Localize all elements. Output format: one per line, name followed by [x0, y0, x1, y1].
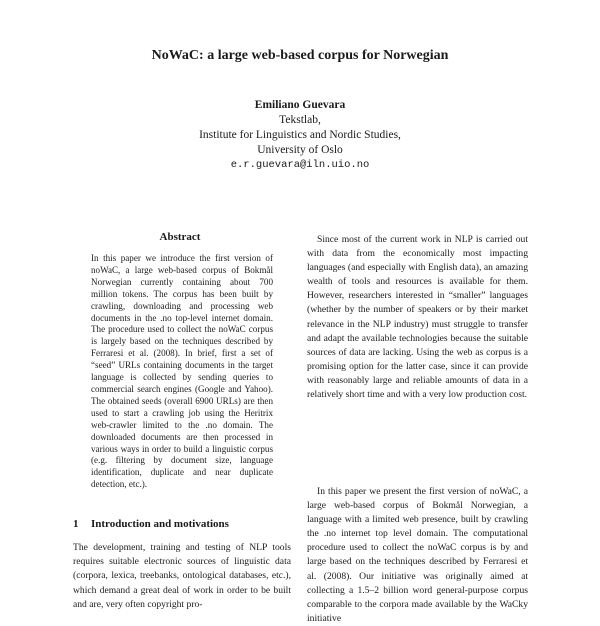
paper-title: NoWaC: a large web-based corpus for Norwegian	[151, 48, 449, 63]
author-affiliation-3: University of Oslo	[257, 144, 343, 156]
section-1-title: Introduction and motivations	[91, 518, 229, 530]
right-column-paragraph-2: In this paper we present the first version of noWaC, a large web-based corpus of Bokmål Norwegian, a language with a limited web presence, built by crawling the .no internet top level domain. The computational procedure used to collect the noWaC corpus is by and large based on the techniques described by Ferraresi et al. (2008). Our initiative was originally aimed at collecting a 1.5–2 billion word general-purpose corpus comparable to the corpora made available by the WaCky initiative	[307, 486, 528, 624]
right-column-paragraph-1: Since most of the current work in NLP is carried out with data from the economically most impacting languages (and especially with English data), an amazing wealth of tools and resources is available for them. However, researchers interested in “smaller” languages (whether by the number of speakers or by their market relevance in the NLP industry) must struggle to transfer and adapt the available technologies because the suitable sources of data are lacking. Using the web as corpus is a promising option for the latter case, since it can provide with reasonably large and reliable amounts of data in a relatively short time and with a very low production cost.	[307, 234, 528, 401]
abstract-text: In this paper we introduce the first version of noWaC, a large web-based corpus of Bokmål Norwegian currently containing about 700 million tokens. The corpus has been built by crawling, downloading and processing web documents in the .no top-level internet domain. The procedure used to collect the noWaC corpus is largely based on the techniques described by Ferraresi et al. (2008). In brief, first a set of “seed” URLs containing documents in the target language is collected by sending queries to commercial search engines (Google and Yahoo). The obtained seeds (overall 6900 URLs) are then used to start a crawling job using the Heritrix web-crawler limited to the .no domain. The downloaded documents are then processed in various ways in order to build a linguistic corpus (e.g. filtering by document size, language identification, duplicate and near duplicate detection, etc.).	[91, 253, 273, 490]
section-1-heading	[73, 518, 293, 530]
section-1-text: The development, training and testing of NLP tools requires suitable electronic sources of linguistic data (corpora, lexica, treebanks, ontological databases, etc.), which demand a great deal of work in order to be built and are, very often copyright pro-	[73, 542, 291, 610]
author-name: Emiliano Guevara	[254, 99, 346, 111]
author-affiliation-2: Institute for Linguistics and Nordic Studies,	[199, 129, 401, 141]
author-email: e.r.guevara@iln.uio.no	[230, 159, 370, 171]
author-affiliation-1: Tekstlab,	[279, 114, 321, 126]
section-1-number: 1	[73, 518, 79, 530]
author-block	[0, 98, 600, 173]
abstract-heading: Abstract	[159, 231, 201, 243]
